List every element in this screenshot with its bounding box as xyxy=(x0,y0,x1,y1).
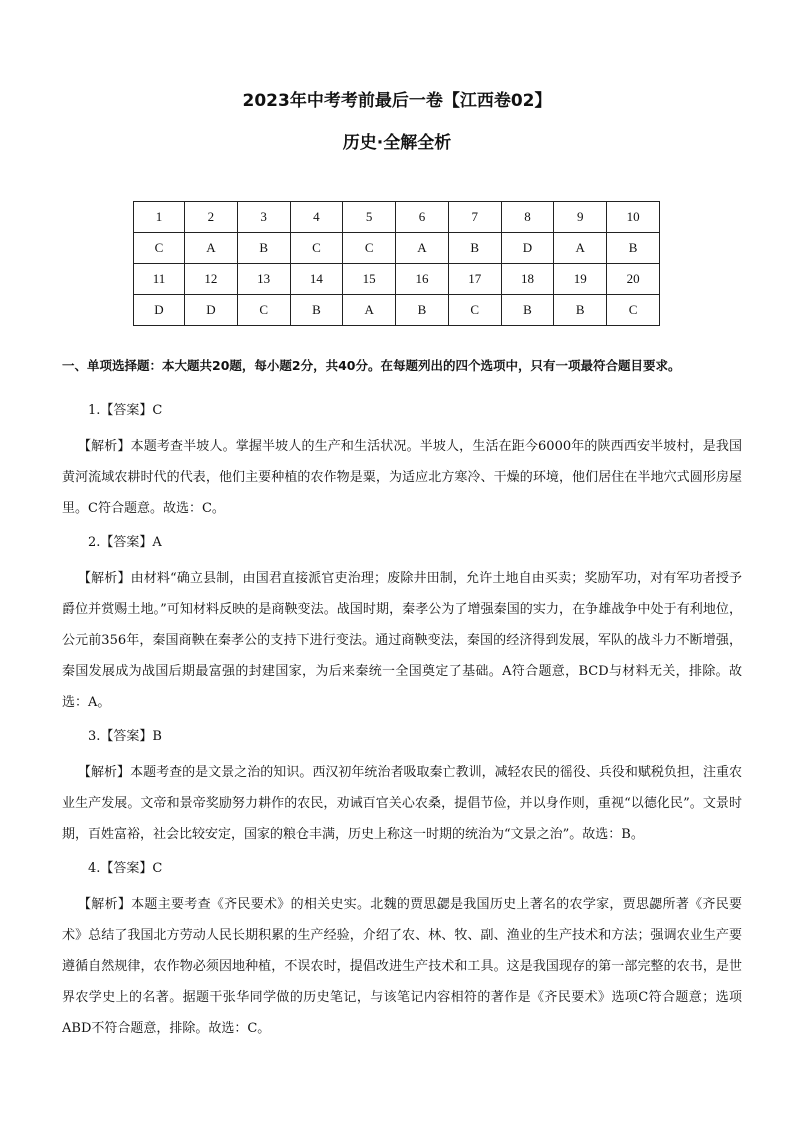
table-row xyxy=(134,202,660,233)
table-cell: D xyxy=(501,233,554,264)
table-cell: 2 xyxy=(185,202,238,233)
table-cell: A xyxy=(554,233,607,264)
analysis-paragraph: 【解析】由材料“确立县制，由国君直接派官吏治理；废除井田制，允许土地自由买卖；奖励军功，对有军功者授予爵位并赏赐土地。”可知材料反映的是商鞅变法。战国时期，秦孝公为了增强秦国的实力，在争雄战争中处于有利地位，公元前356年，秦国商鞅在秦孝公的支持下进行变法。通过商鞅变法，秦国的经济得到发展，军队的战斗力不断增强，秦国发展成为战国后期最富强的封建国家，为后来秦统一全国奠定了基础。A符合题意，BCD与材料无关，排除。故选：A。 xyxy=(62,571,742,710)
answer-line: 4.【答案】C xyxy=(88,861,163,876)
table-cell: 12 xyxy=(185,264,238,295)
table-cell: B xyxy=(501,295,554,326)
table-cell: B xyxy=(554,295,607,326)
table-cell: 9 xyxy=(554,202,607,233)
answer-line: 3.【答案】B xyxy=(88,729,162,744)
table-cell: 6 xyxy=(396,202,449,233)
question-list xyxy=(62,400,742,1052)
page-subtitle: 历史·全解全析 xyxy=(342,133,452,153)
table-cell: C xyxy=(237,295,290,326)
table-cell: C xyxy=(448,295,501,326)
table-cell: A xyxy=(343,295,396,326)
question-item xyxy=(62,726,742,850)
table-cell: C xyxy=(134,233,185,264)
table-cell: 1 xyxy=(134,202,185,233)
table-cell: B xyxy=(607,233,660,264)
table-cell: B xyxy=(237,233,290,264)
table-cell: 4 xyxy=(290,202,343,233)
table-cell: 11 xyxy=(134,264,185,295)
table-row xyxy=(134,264,660,295)
table-row xyxy=(134,295,660,326)
question-item xyxy=(62,532,742,718)
table-cell: 15 xyxy=(343,264,396,295)
analysis-paragraph: 【解析】本题考查半坡人。掌握半坡人的生产和生活状况。半坡人，生活在距今6000年的陕西西安半坡村，是我国黄河流域农耕时代的代表，他们主要种植的农作物是粟，为适应北方寒冷、干燥的环境，他们居住在半地穴式圆形房屋里。C符合题意。故选：C。 xyxy=(62,439,742,516)
answer-table xyxy=(133,201,660,326)
table-cell: C xyxy=(607,295,660,326)
table-cell: 16 xyxy=(396,264,449,295)
table-cell: B xyxy=(290,295,343,326)
table-cell: 13 xyxy=(237,264,290,295)
table-cell: B xyxy=(448,233,501,264)
table-cell: 17 xyxy=(448,264,501,295)
table-row xyxy=(134,233,660,264)
section-heading: 一、单项选择题：本大题共20题，每小题2分，共40分。在每题列出的四个选项中，只有一项最符合题目要求。 xyxy=(62,358,681,373)
table-cell: 19 xyxy=(554,264,607,295)
table-cell: 14 xyxy=(290,264,343,295)
question-item xyxy=(62,400,742,524)
table-cell: A xyxy=(185,233,238,264)
table-cell: 10 xyxy=(607,202,660,233)
table-cell: 8 xyxy=(501,202,554,233)
answer-line: 1.【答案】C xyxy=(88,403,163,418)
table-cell: 18 xyxy=(501,264,554,295)
analysis-paragraph: 【解析】本题考查的是文景之治的知识。西汉初年统治者吸取秦亡教训，减轻农民的徭役、兵役和赋税负担，注重农业生产发展。文帝和景帝奖励努力耕作的农民，劝诫百官关心农桑，提倡节俭，并以身作则，重视“以德化民”。文景时期，百姓富裕，社会比较安定，国家的粮仓丰满，历史上称这一时期的统治为“文景之治”。故选：B。 xyxy=(62,765,742,842)
table-cell: C xyxy=(290,233,343,264)
analysis-paragraph: 【解析】本题主要考查《齐民要术》的相关史实。北魏的贾思勰是我国历史上著名的农学家，贾思勰所著《齐民要术》总结了我国北方劳动人民长期积累的生产经验，介绍了农、林、牧、副、渔业的生产技术和方法；强调农业生产要遵循自然规律，农作物必须因地种植，不误农时，提倡改进生产技术和工具。这是我国现存的第一部完整的农书，是世界农学史上的名著。据题干张华同学做的历史笔记，与该笔记内容相符的著作是《齐民要术》选项C符合题意；选项ABD不符合题意，排除。故选：C。 xyxy=(62,897,742,1036)
question-item xyxy=(62,858,742,1044)
table-cell: D xyxy=(134,295,185,326)
answer-line: 2.【答案】A xyxy=(88,535,162,550)
table-cell: C xyxy=(343,233,396,264)
table-cell: 5 xyxy=(343,202,396,233)
table-cell: B xyxy=(396,295,449,326)
table-cell: A xyxy=(396,233,449,264)
page-title: 2023年中考考前最后一卷【江西卷02】 xyxy=(242,91,552,111)
table-cell: 3 xyxy=(237,202,290,233)
table-cell: 20 xyxy=(607,264,660,295)
table-cell: D xyxy=(185,295,238,326)
table-cell: 7 xyxy=(448,202,501,233)
